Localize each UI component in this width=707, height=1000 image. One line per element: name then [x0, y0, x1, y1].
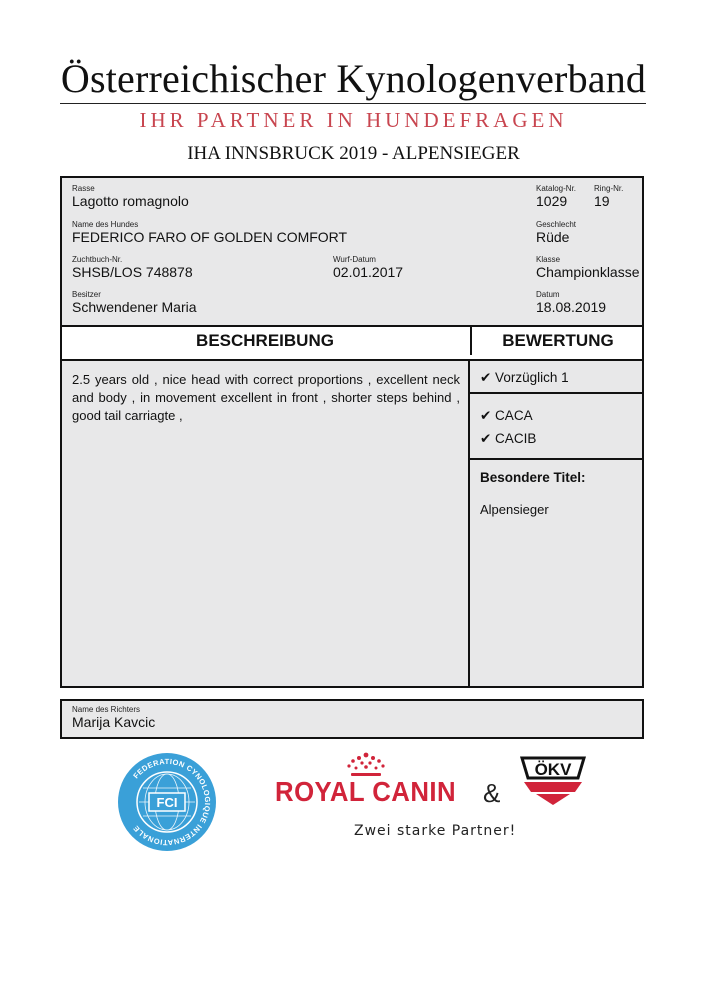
royal-canin-wordmark: ROYAL CANIN	[275, 776, 457, 807]
eval-divider-2	[470, 458, 642, 460]
birth-date-field	[333, 255, 403, 281]
description-text: 2.5 years old , nice head with correct proportions , excellent neck and body , in movement excellent in front , shorter steps behind , good tail carriagte ,	[72, 372, 460, 423]
okv-logo	[518, 752, 588, 808]
judge-field	[72, 705, 155, 731]
judge-label: Name des Richters	[72, 705, 141, 714]
dog-name-value: FEDERICO FARO OF GOLDEN COMFORT	[72, 229, 348, 245]
date-value: 18.08.2019	[536, 299, 607, 315]
breed-field	[72, 184, 189, 210]
ampersand: &	[483, 778, 501, 808]
catalog-value: 1029	[536, 193, 568, 209]
class-label: Klasse	[536, 255, 561, 264]
ring-field	[594, 184, 623, 210]
organization-title: Österreichischer Kynologenverband	[60, 56, 647, 101]
birth-date-label: Wurf-Datum	[333, 255, 376, 264]
evaluation-header: BEWERTUNG	[470, 327, 644, 355]
studbook-field	[72, 255, 193, 281]
eval-divider-1	[470, 392, 642, 394]
dog-name-field	[72, 220, 347, 246]
ring-label: Ring-Nr.	[594, 184, 624, 193]
royal-canin-crown-icon	[345, 752, 387, 778]
owner-value: Schwendener Maria	[72, 299, 197, 315]
judge-name: Marija Kavcic	[72, 714, 156, 730]
catalog-label: Katalog-Nr.	[536, 184, 577, 193]
breed-value: Lagotto romagnolo	[72, 193, 189, 209]
fci-center-text: FCI	[156, 795, 178, 810]
event-title: IHA INNSBRUCK 2019 - ALPENSIEGER	[187, 143, 520, 164]
dog-name-label: Name des Hundes	[72, 220, 139, 229]
sex-label: Geschlecht	[536, 220, 577, 229]
fci-ring-text: FEDERATION CYNOLOGIQUE INTERNATIONALE	[131, 756, 213, 848]
judge-box	[60, 699, 644, 739]
judging-card	[60, 176, 644, 688]
award-caca: ✔ CACA	[480, 408, 533, 423]
owner-label: Besitzer	[72, 290, 101, 299]
birth-date-value: 02.01.2017	[333, 264, 404, 280]
date-field	[536, 290, 606, 316]
sex-value: Rüde	[536, 229, 570, 245]
column-divider	[468, 359, 470, 686]
ring-value: 19	[594, 193, 610, 209]
catalog-field	[536, 184, 576, 210]
grade-item: ✔ Vorzüglich 1	[480, 370, 569, 385]
studbook-label: Zuchtbuch-Nr.	[72, 255, 123, 264]
award-cacib: ✔ CACIB	[480, 431, 537, 446]
owner-field	[72, 290, 197, 316]
special-title-label: Besondere Titel:	[480, 470, 586, 485]
class-value: Championklasse	[536, 264, 640, 280]
date-label: Datum	[536, 290, 560, 299]
studbook-value: SHSB/LOS 748878	[72, 264, 193, 280]
breed-label: Rasse	[72, 184, 95, 193]
partner-slogan: Zwei starke Partner!	[354, 823, 517, 839]
class-field	[536, 255, 640, 281]
sex-field	[536, 220, 576, 246]
okv-text: ÖKV	[534, 760, 572, 779]
section-header-row	[62, 325, 642, 361]
description-header: BESCHREIBUNG	[196, 331, 334, 350]
title-divider	[60, 103, 646, 104]
special-title-value: Alpensieger	[480, 502, 549, 517]
tagline: IHR PARTNER IN HUNDEFRAGEN	[139, 108, 568, 132]
fci-logo	[117, 752, 217, 852]
